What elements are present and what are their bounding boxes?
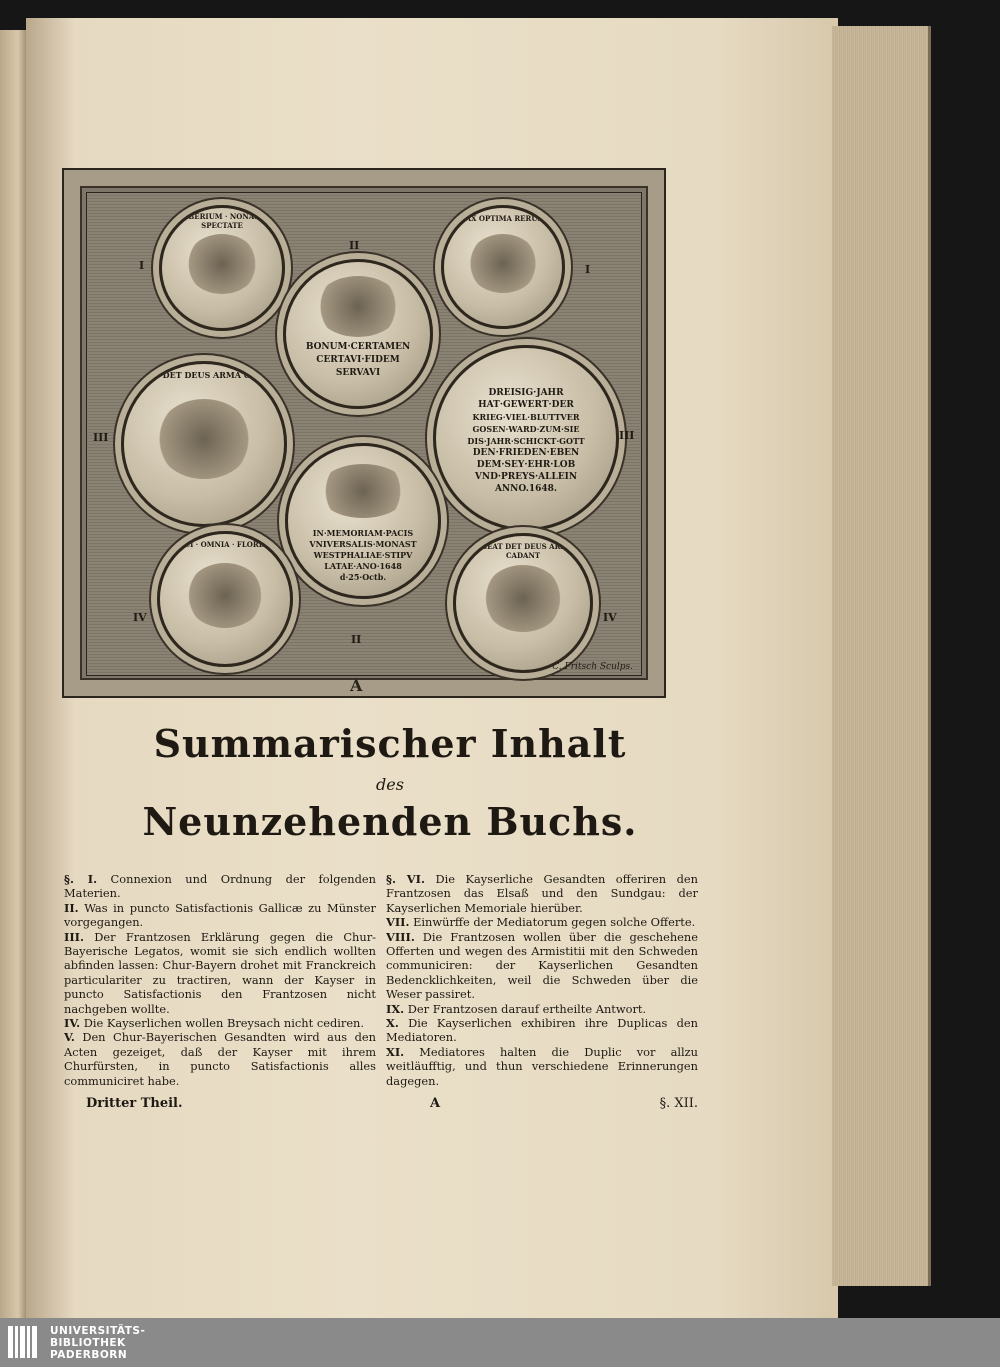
- medal-legend: PAX OPTIMA RERUM: [460, 214, 546, 223]
- entry-text: Der Frantzosen darauf ertheilte Antwort.: [407, 1001, 647, 1016]
- catchword: §. XII.: [659, 1096, 698, 1111]
- medal-inscription-line: DREISIG·JAHR: [488, 388, 564, 398]
- medal-IV-left: [157, 531, 293, 667]
- medal-inscription-line: BONUM·CERTAMEN: [305, 342, 411, 352]
- library-name: [50, 1325, 145, 1361]
- heading-book: Neunzehenden Buchs.: [142, 799, 638, 844]
- entry-number: VII.: [386, 915, 410, 930]
- medal-II-top: [283, 259, 433, 409]
- entry-text: Mediatores halten die Duplic vor allzu weitläufftig, und thun verschiedene Erinnerungen dagegen.: [386, 1044, 698, 1088]
- medal-numeral: III: [619, 429, 635, 442]
- medal-IV-right: [453, 533, 593, 673]
- clasped-hands-image: [318, 464, 408, 518]
- page-footer: [86, 1096, 698, 1116]
- allegorical-figures-image: [156, 399, 252, 479]
- entry-number: V.: [64, 1030, 75, 1045]
- signature-mark: A: [430, 1096, 441, 1111]
- contents-entry: [386, 1016, 698, 1045]
- entry-number: II.: [64, 900, 79, 915]
- entry-number: XI.: [386, 1044, 405, 1059]
- medal-III-right: [433, 345, 619, 531]
- engraved-medal-plate: [62, 168, 666, 698]
- contents-entry: [386, 1045, 698, 1088]
- page-block-edges: [832, 26, 931, 1286]
- medal-legend: TIBERIUM · NONAS · SPECTATE: [179, 212, 265, 230]
- medal-inscription-line: ANNO.1648.: [494, 484, 558, 494]
- plate-letter-mark: A: [350, 676, 363, 695]
- volume-label: Dritter Theil.: [86, 1096, 183, 1111]
- entry-text: Den Chur-Bayerischen Gesandten wird aus den Acten gezeiget, daß der Kayser mit ihrem Churfürsten, in puncto Satisfactionis alles communiciret habe.: [64, 1030, 376, 1088]
- medal-inscription-line: HAT·GEWERT·DER: [478, 400, 574, 410]
- university-library-logo-icon: [6, 1324, 40, 1360]
- contents-entry: [64, 930, 376, 1016]
- contents-entry: [386, 872, 698, 915]
- medal-legend: VIGEAT DET DEUS ARMA CADANT: [472, 542, 574, 560]
- contents-entry: [386, 930, 698, 1002]
- contents-left-column: [64, 872, 376, 1088]
- medal-inscription-line: DEN·FRIEDEN·EBEN: [472, 448, 580, 458]
- medal-inscription-line: VNIVERSALIS·MONAST: [309, 539, 417, 549]
- medal-legend: PACI · OMNIA · FLORENT: [174, 540, 276, 549]
- standing-figure-image: [483, 565, 563, 632]
- medal-numeral: I: [585, 263, 591, 276]
- entry-text: Die Kayserlichen wollen Breysach nicht cediren.: [83, 1016, 365, 1031]
- entry-number: §. VI.: [386, 872, 425, 886]
- library-name-line: UNIVERSITÄTS-: [50, 1325, 146, 1337]
- medal-inscription-line: d·25·Octb.: [339, 572, 387, 582]
- entry-text: Einwürffe der Mediatorum gegen solche Offerte.: [413, 915, 696, 930]
- medal-numeral: II: [351, 633, 362, 646]
- entry-number: IV.: [64, 1016, 81, 1031]
- medal-I-right: [441, 205, 565, 329]
- medal-inscription-line: DIS·JAHR·SCHICKT·GOTT: [467, 436, 585, 446]
- medal-numeral: I: [139, 259, 145, 272]
- medal-numeral: IV: [133, 611, 147, 624]
- medal-inscription-line: VND·PREYS·ALLEIN: [474, 472, 578, 482]
- medal-inscription-line: IN·MEMORIAM·PACIS: [312, 528, 414, 538]
- entry-text: Die Frantzosen wollen über die geschehene Offerten und wegen des Armistitii mit den Schweden communiciren: der Kayserlichen Gesandten Bedencklichkeiten, weil die Schweden über die Weser passiret.: [386, 929, 698, 1002]
- entry-text: Was in puncto Satisfactionis Gallicæ zu Münster vorgegangen.: [64, 900, 376, 930]
- medal-inscription-line: LATAE·ANO·1648: [324, 561, 402, 571]
- medal-inscription-line: WESTPHALIAE·STIPV: [313, 550, 413, 560]
- heading-des: des: [376, 775, 404, 794]
- medal-inscription-line: KRIEG·VIEL·BLUTTVER: [472, 412, 580, 422]
- entry-number: §. I.: [64, 872, 98, 886]
- chapter-heading: [80, 720, 700, 846]
- plate-field: [86, 192, 642, 676]
- entry-number: III.: [64, 929, 84, 944]
- library-name-line: BIBLIOTHEK: [50, 1337, 126, 1349]
- library-name-line: PADERBORN: [50, 1349, 128, 1361]
- contents-entry: [64, 1030, 376, 1088]
- medal-inscription-line: CERTAVI·FIDEM: [316, 355, 400, 365]
- library-banner: [0, 1318, 1000, 1367]
- entry-text: Die Kayserliche Gesandten offeriren den Frantzosen das Elsaß und den Sundgau: der Kayserlichen Memoriale hierüber.: [386, 872, 698, 915]
- medal-I-left: [159, 205, 285, 331]
- medal-inscription-line: SERVAVI: [335, 368, 381, 378]
- medal-inscription-line: GOSEN·WARD·ZUM·SIE: [472, 424, 580, 434]
- medal-legend: VIGEAT DET DEUS ARMA CADANT: [125, 370, 283, 380]
- contents-right-column: [386, 872, 698, 1088]
- entry-text: Die Kayserlichen exhibiren ihre Duplicas den Mediatoren.: [386, 1016, 698, 1045]
- medal-numeral: II: [349, 239, 360, 252]
- medal-numeral: IV: [603, 611, 617, 624]
- city-view-image: [186, 234, 258, 294]
- medal-numeral: III: [93, 431, 109, 444]
- dove-image: [468, 234, 539, 293]
- heading-title: Summarischer Inhalt: [153, 721, 627, 766]
- contents-entry: [386, 1002, 698, 1016]
- entry-text: Connexion und Ordnung der folgenden Materien.: [64, 872, 377, 901]
- contents-entry: [64, 901, 376, 930]
- palm-tree-image: [186, 563, 264, 628]
- contents-entry: [64, 1016, 376, 1030]
- seated-figure-image: [315, 276, 401, 337]
- medal-III-left: [121, 361, 287, 527]
- entry-text: Der Frantzosen Erklärung gegen die Chur-Bayerische Legatos, womit sie sich endlich wollten abfinden lassen: Chur-Bayern drohet mit Franckreich particulariter zu tractiren, wann der Kayser in puncto Satisfactionis den Frantzosen nicht nachgeben wollte.: [64, 929, 376, 1016]
- medal-II-center: [285, 443, 441, 599]
- engraver-signature: C. Fritsch Sculps.: [552, 662, 633, 672]
- contents-entry: [386, 915, 698, 929]
- entry-number: IX.: [386, 1001, 405, 1016]
- contents-entry: [64, 872, 376, 901]
- medal-inscription-line: DEM·SEY·EHR·LOB: [476, 460, 576, 470]
- entry-number: X.: [386, 1016, 399, 1031]
- entry-number: VIII.: [386, 929, 415, 944]
